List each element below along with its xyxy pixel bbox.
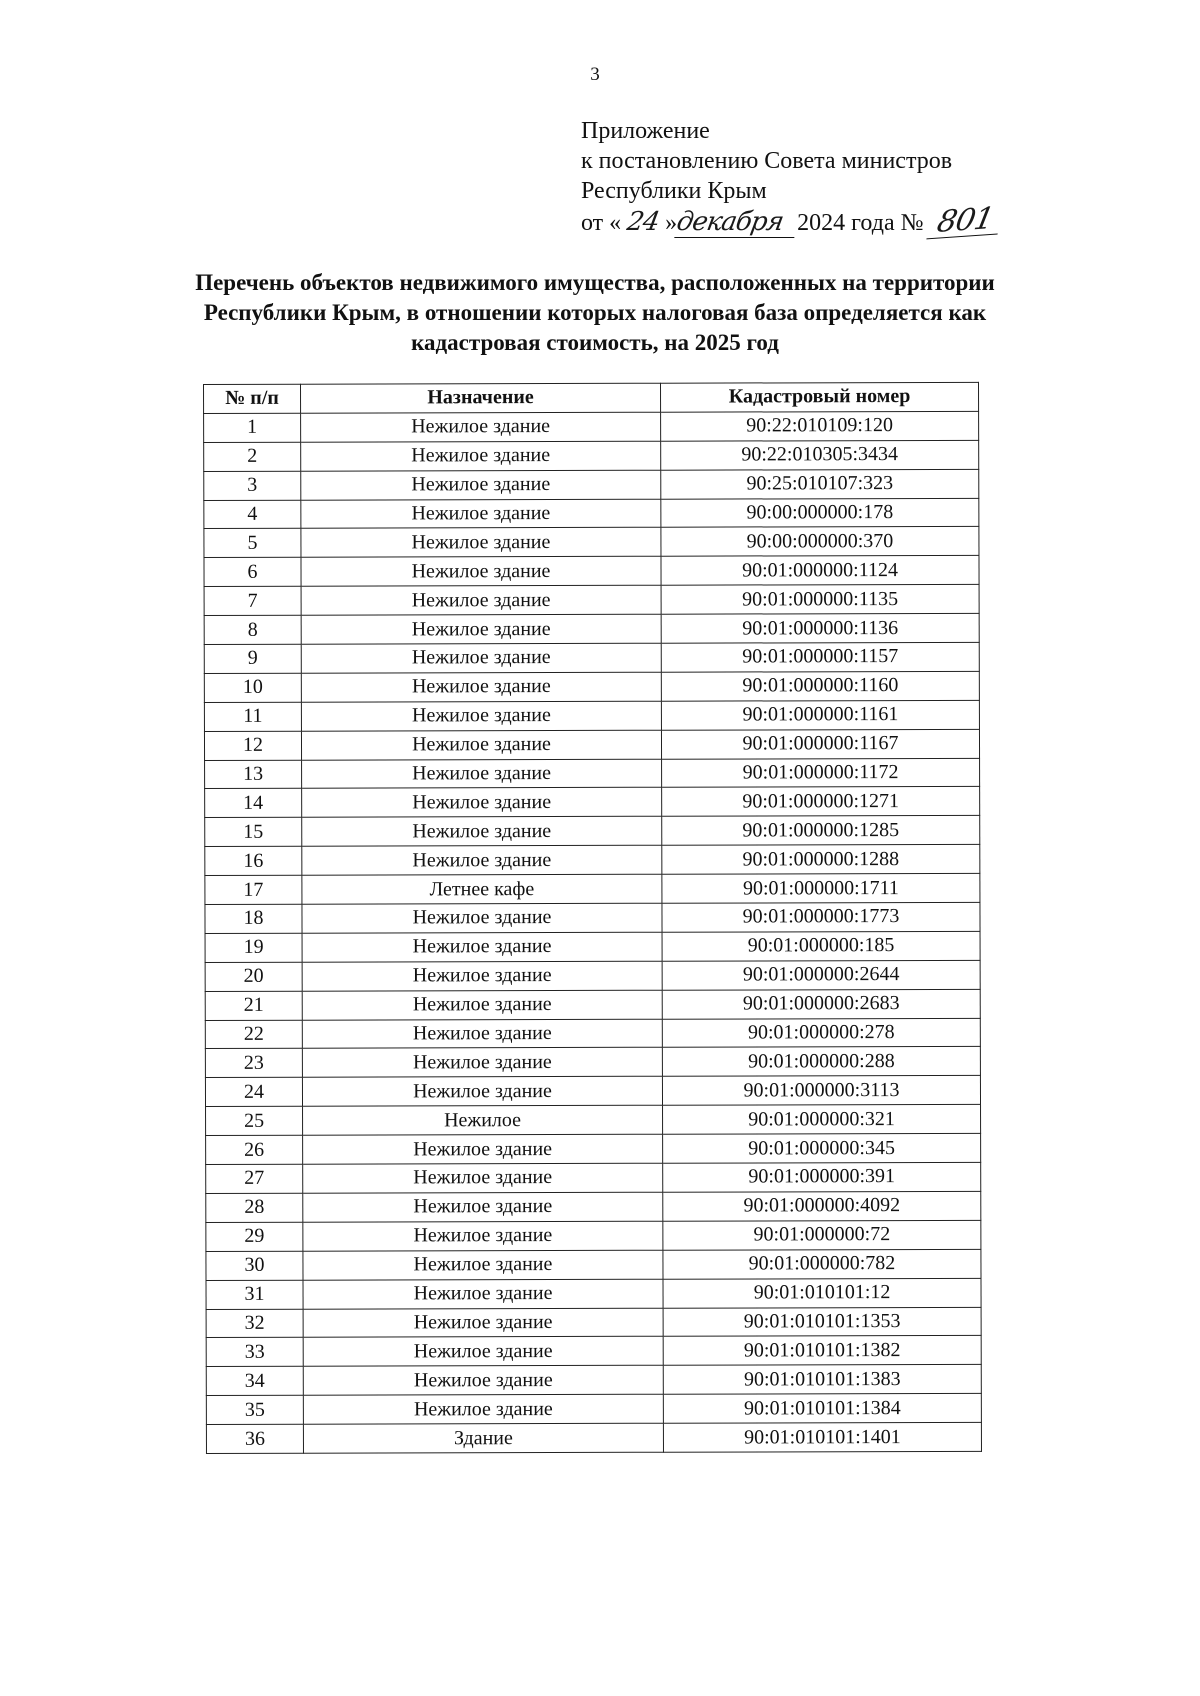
row-number-cell: 14 [205, 789, 302, 818]
row-number-cell: 25 [206, 1106, 303, 1135]
purpose-cell: Нежилое здание [301, 470, 661, 500]
row-number-cell: 12 [204, 731, 301, 760]
purpose-cell: Летнее кафе [302, 874, 662, 904]
date-quote-close: » [665, 210, 678, 236]
table-row [204, 469, 979, 500]
cadastral-number-cell: 90:01:000000:1160 [661, 671, 979, 701]
table-body [204, 411, 982, 1453]
purpose-cell: Нежилое здание [302, 817, 662, 847]
table-row [206, 1365, 981, 1396]
header-purpose: Назначение [301, 383, 661, 413]
cadastral-number-cell: 90:01:000000:1167 [661, 729, 979, 759]
table-row [205, 1018, 980, 1049]
table-row [205, 787, 980, 818]
purpose-cell: Нежилое здание [303, 1308, 663, 1338]
table-row [204, 613, 979, 644]
purpose-cell: Нежилое здание [302, 961, 662, 991]
purpose-cell: Нежилое здание [302, 1077, 662, 1107]
row-number-cell: 17 [205, 875, 302, 904]
row-number-cell: 36 [206, 1424, 303, 1453]
purpose-cell: Нежилое здание [301, 672, 661, 702]
annex-date-line [581, 201, 1000, 240]
purpose-cell: Нежилое здание [303, 1163, 663, 1193]
cadastral-number-cell: 90:01:010101:1382 [663, 1336, 981, 1366]
cadastral-number-cell: 90:25:010107:323 [661, 469, 979, 499]
purpose-cell: Нежилое здание [301, 499, 661, 529]
purpose-cell: Нежилое здание [301, 412, 661, 442]
row-number-cell: 16 [205, 846, 302, 875]
cadastral-number-cell: 90:01:000000:288 [662, 1047, 980, 1077]
cadastral-number-cell: 90:00:000000:178 [661, 498, 979, 528]
handwritten-month: декабря [674, 207, 799, 238]
table-row [204, 556, 979, 587]
cadastral-number-cell: 90:01:000000:185 [662, 931, 980, 961]
cadastral-number-cell: 90:01:010101:1353 [663, 1307, 981, 1337]
row-number-cell: 5 [204, 529, 301, 558]
handwritten-day: 24 [624, 207, 662, 237]
purpose-cell: Нежилое здание [302, 759, 662, 789]
cadastral-number-cell: 90:01:000000:1288 [662, 845, 980, 875]
row-number-cell: 35 [206, 1395, 303, 1424]
table-row [205, 873, 980, 904]
table-row [205, 758, 980, 789]
purpose-cell: Нежилое здание [301, 585, 661, 615]
cadastral-number-cell: 90:00:000000:370 [661, 527, 979, 557]
purpose-cell: Нежилое здание [302, 932, 662, 962]
cadastral-number-cell: 90:01:000000:1711 [662, 873, 980, 903]
cadastral-number-cell: 90:01:000000:1157 [661, 642, 979, 672]
purpose-cell: Нежилое здание [301, 557, 661, 587]
annex-republic-line: Республики Крым [581, 178, 767, 204]
purpose-cell: Нежилое здание [302, 903, 662, 933]
table-row [206, 1307, 981, 1338]
header-number: № п/п [204, 384, 301, 413]
annex-heading: Приложение [581, 118, 710, 144]
table-row [206, 1249, 981, 1280]
cadastral-number-cell: 90:01:000000:72 [663, 1220, 981, 1250]
cadastral-number-cell: 90:01:000000:345 [663, 1133, 981, 1163]
row-number-cell: 19 [205, 933, 302, 962]
purpose-cell: Нежилое здание [301, 528, 661, 558]
purpose-cell: Нежилое здание [302, 845, 662, 875]
row-number-cell: 26 [206, 1135, 303, 1164]
row-number-cell: 18 [205, 904, 302, 933]
table-row [204, 498, 979, 529]
cadastral-number-cell: 90:01:000000:1172 [662, 758, 980, 788]
cadastral-number-cell: 90:01:000000:321 [663, 1105, 981, 1135]
table-row [206, 1191, 981, 1222]
header-cadastral-number: Кадастровый номер [660, 382, 978, 412]
purpose-cell: Нежилое здание [301, 730, 661, 760]
table-row [206, 1162, 981, 1193]
purpose-cell: Нежилое здание [303, 1337, 663, 1367]
purpose-cell: Нежилое здание [303, 1221, 663, 1251]
table-row [204, 671, 979, 702]
cadastral-number-cell: 90:22:010109:120 [661, 411, 979, 441]
row-number-cell: 13 [205, 760, 302, 789]
row-number-cell: 24 [205, 1078, 302, 1107]
row-number-cell: 30 [206, 1251, 303, 1280]
cadastral-number-cell: 90:01:000000:4092 [663, 1191, 981, 1221]
cadastral-number-cell: 90:01:000000:1161 [661, 700, 979, 730]
row-number-cell: 33 [206, 1338, 303, 1367]
row-number-cell: 20 [205, 962, 302, 991]
row-number-cell: 34 [206, 1367, 303, 1396]
cadastral-number-cell: 90:01:000000:3113 [662, 1076, 980, 1106]
cadastral-number-cell: 90:01:010101:1383 [663, 1365, 981, 1395]
cadastral-number-cell: 90:01:010101:1401 [663, 1422, 981, 1452]
cadastral-number-cell: 90:01:000000:1136 [661, 613, 979, 643]
row-number-cell: 3 [204, 471, 301, 500]
page-number: 3 [590, 64, 600, 85]
cadastral-number-cell: 90:01:000000:2683 [662, 989, 980, 1019]
row-number-cell: 4 [204, 500, 301, 529]
cadastral-number-cell: 90:01:000000:782 [663, 1249, 981, 1279]
table-row [204, 729, 979, 760]
table-row [205, 989, 980, 1020]
table-row [206, 1278, 981, 1309]
cadastral-number-cell: 90:01:000000:2644 [662, 960, 980, 990]
table-row [206, 1133, 981, 1164]
table-row [204, 700, 979, 731]
date-prefix: от « [581, 210, 622, 236]
purpose-cell: Нежилое здание [302, 1019, 662, 1049]
table-row [204, 440, 979, 471]
table-row [204, 642, 979, 673]
purpose-cell: Нежилое здание [301, 643, 661, 673]
table-row [205, 816, 980, 847]
table-header-row [204, 382, 979, 413]
date-year: 2024 года № [797, 210, 924, 236]
row-number-cell: 8 [204, 615, 301, 644]
row-number-cell: 28 [206, 1193, 303, 1222]
table-row [206, 1105, 981, 1136]
row-number-cell: 9 [204, 644, 301, 673]
table-row [205, 1076, 980, 1107]
property-table [203, 382, 982, 1454]
row-number-cell: 1 [204, 413, 301, 442]
row-number-cell: 22 [205, 1020, 302, 1049]
purpose-cell: Нежилое здание [301, 614, 661, 644]
table-row [206, 1220, 981, 1251]
purpose-cell: Нежилое здание [301, 701, 661, 731]
purpose-cell: Здание [303, 1423, 663, 1453]
table-row [205, 902, 980, 933]
cadastral-number-cell: 90:01:000000:1773 [662, 902, 980, 932]
table-row [206, 1394, 981, 1425]
table-row [205, 845, 980, 876]
purpose-cell: Нежилое здание [303, 1394, 663, 1424]
purpose-cell: Нежилое здание [301, 441, 661, 471]
cadastral-number-cell: 90:01:000000:1285 [662, 816, 980, 846]
purpose-cell: Нежилое здание [303, 1192, 663, 1222]
purpose-cell: Нежилое здание [303, 1365, 663, 1395]
cadastral-number-cell: 90:01:000000:1271 [662, 787, 980, 817]
table-row [204, 411, 979, 442]
annex-resolution-line: к постановлению Совета министров [581, 148, 953, 174]
row-number-cell: 31 [206, 1280, 303, 1309]
purpose-cell: Нежилое здание [302, 990, 662, 1020]
cadastral-number-cell: 90:01:000000:1135 [661, 585, 979, 615]
purpose-cell: Нежилое здание [303, 1250, 663, 1280]
row-number-cell: 2 [204, 442, 301, 471]
cadastral-number-cell: 90:01:000000:391 [663, 1162, 981, 1192]
cadastral-number-cell: 90:22:010305:3434 [661, 440, 979, 470]
table-row [206, 1422, 981, 1453]
row-number-cell: 23 [205, 1049, 302, 1078]
row-number-cell: 11 [204, 702, 301, 731]
row-number-cell: 27 [206, 1164, 303, 1193]
cadastral-number-cell: 90:01:010101:12 [663, 1278, 981, 1308]
row-number-cell: 32 [206, 1309, 303, 1338]
table-row [204, 585, 979, 616]
purpose-cell: Нежилое здание [303, 1134, 663, 1164]
handwritten-number: 801 [926, 204, 1003, 240]
table-row [206, 1336, 981, 1367]
cadastral-number-cell: 90:01:010101:1384 [663, 1394, 981, 1424]
row-number-cell: 6 [204, 558, 301, 587]
purpose-cell: Нежилое здание [302, 1048, 662, 1078]
table-row [205, 1047, 980, 1078]
row-number-cell: 7 [204, 586, 301, 615]
document-title: Перечень объектов недвижимого имущества, расположенных на территории Республики Крым, в отношении которых налоговая база определяется как кадастровая стоимость, на 2025 год [195, 270, 995, 355]
cadastral-number-cell: 90:01:000000:1124 [661, 556, 979, 586]
annex-block [581, 116, 1000, 238]
table-row [205, 931, 980, 962]
row-number-cell: 29 [206, 1222, 303, 1251]
cadastral-number-cell: 90:01:000000:278 [662, 1018, 980, 1048]
purpose-cell: Нежилое здание [303, 1279, 663, 1309]
row-number-cell: 21 [205, 991, 302, 1020]
purpose-cell: Нежилое [303, 1105, 663, 1135]
row-number-cell: 15 [205, 818, 302, 847]
row-number-cell: 10 [204, 673, 301, 702]
table-row [204, 527, 979, 558]
purpose-cell: Нежилое здание [302, 788, 662, 818]
table-row [205, 960, 980, 991]
